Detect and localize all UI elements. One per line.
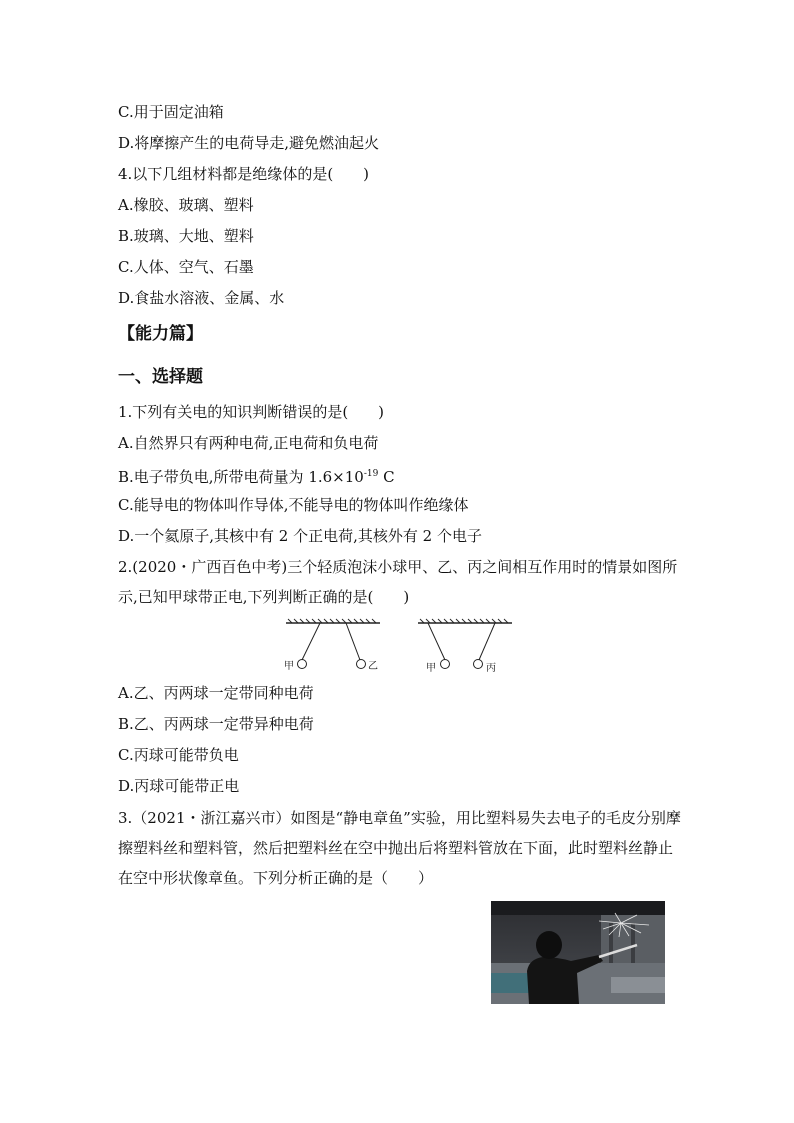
left-ceiling — [284, 619, 380, 672]
option-1d: D.一个氦原子,其核中有 2 个正电荷,其核外有 2 个电子 — [118, 527, 482, 545]
question-3-stem: 3.（2021・浙江嘉兴市）如图是“静电章鱼”实验，用比塑料易失去电子的毛皮分别摩擦塑料丝和塑料管，然后把塑料丝在空中抛出后将塑料管放在下面，此时塑料丝静止在空中形状像章鱼。下列分析正确的是（ ） — [118, 809, 681, 887]
charged-balls-figure — [280, 617, 520, 679]
option-2c: C.丙球可能带负电 — [118, 746, 239, 764]
question-4-stem: 4.以下几组材料都是绝缘体的是( ) — [118, 165, 370, 183]
part-heading: 一、选择题 — [118, 367, 203, 387]
person-head — [536, 931, 562, 959]
option-4b: B.玻璃、大地、塑料 — [118, 227, 254, 245]
ball-bing — [474, 660, 483, 669]
option-4a: A.橡胶、玻璃、塑料 — [118, 196, 254, 214]
label-jia-right: 甲 — [426, 663, 436, 674]
option-1b-text: B.电子带负电,所带电荷量为 1.6×10 — [118, 468, 364, 486]
label-yi: 乙 — [368, 661, 378, 672]
ball-yi — [357, 660, 366, 669]
option-3c: C.用于固定油箱 — [118, 103, 224, 121]
static-octopus-photo — [491, 901, 665, 1004]
ball-jia-left — [298, 660, 307, 669]
option-4d: D.食盐水溶液、金属、水 — [118, 289, 285, 307]
option-1a: A.自然界只有两种电荷,正电荷和负电荷 — [118, 434, 379, 452]
question-2-stem: 2.(2020・广西百色中考)三个轻质泡沫小球甲、乙、丙之间相互作用时的情景如图所示,已知甲球带正电,下列判断正确的是( ) — [118, 558, 678, 606]
option-2b: B.乙、丙两球一定带异种电荷 — [118, 715, 314, 733]
option-1c: C.能导电的物体叫作导体,不能导电的物体叫作绝缘体 — [118, 496, 469, 514]
option-2d: D.丙球可能带正电 — [118, 777, 240, 795]
option-2a: A.乙、丙两球一定带同种电荷 — [118, 684, 314, 702]
option-4c: C.人体、空气、石墨 — [118, 258, 254, 276]
exponent: -19 — [363, 469, 379, 479]
option-1b-unit: C — [378, 468, 395, 486]
label-jia-left: 甲 — [284, 661, 294, 672]
ball-jia-right — [441, 660, 450, 669]
option-3d: D.将摩擦产生的电荷导走,避免燃油起火 — [118, 134, 380, 152]
right-ceiling — [418, 619, 512, 674]
option-1b — [118, 464, 395, 487]
label-bing: 丙 — [486, 663, 496, 674]
question-1-stem: 1.下列有关电的知识判断错误的是( ) — [118, 403, 385, 421]
section-heading: 【能力篇】 — [118, 324, 203, 344]
